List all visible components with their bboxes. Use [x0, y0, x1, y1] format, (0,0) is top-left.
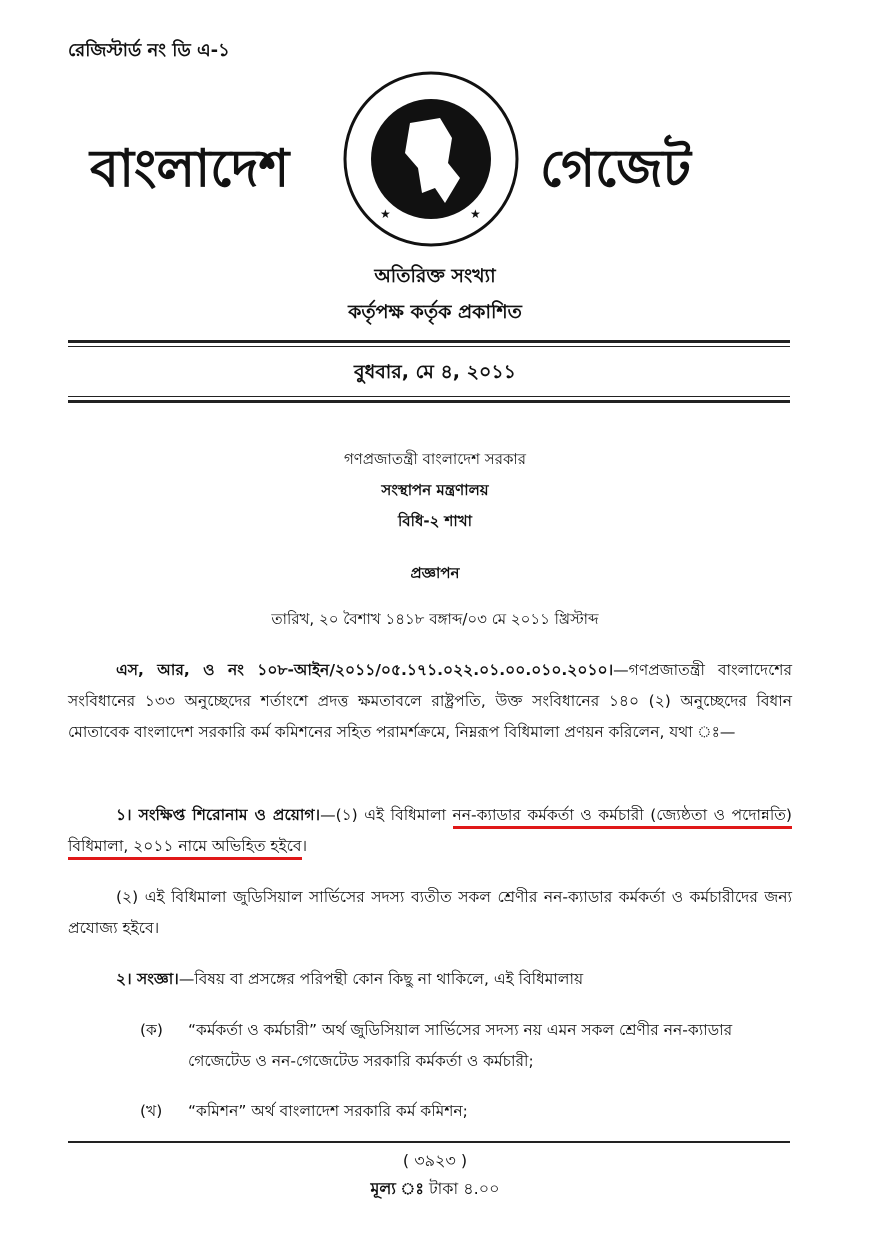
section-1-end: । [301, 837, 308, 855]
definition-label: (ক) [140, 1021, 163, 1039]
published-by: কর্তৃপক্ষ কর্তৃক প্রকাশিত [348, 301, 522, 323]
section-1-heading: ১। সংক্ষিপ্ত শিরোনাম ও প্রয়োগ। [116, 806, 321, 824]
sro-number: এস, আর, ও নং ১০৮-আইন/২০১১/০৫.১৭১.০২২.০১.০০.০১০.২০১০। [116, 661, 614, 679]
gazette-title-left: বাংলাদেশ [90, 139, 290, 199]
government-seal-icon [340, 68, 522, 250]
ministry-name: সংস্থাপন মন্ত্রণালয় [381, 481, 489, 499]
government-name: গণপ্রজাতন্ত্রী বাংলাদেশ সরকার [343, 450, 527, 468]
registration-number: রেজিস্টার্ড নং ডি এ-১ [68, 40, 230, 61]
branch-name: বিধি-২ শাখা [398, 512, 472, 530]
sro-text: —গণপ্রজাতন্ত্রী বাংলাদেশের সংবিধানের ১৩৩ অনুচ্ছেদের শর্তাংশে প্রদত্ত ক্ষমতাবলে রাষ্ট্রপতি, উক্ত সংবিধানের ১৪০ (২) অনুচ্ছেদের বিধান মোতাবেক বাংলাদেশ সরকারি কর্ম কমিশনের সহিত পরামর্শক্রমে, নিম্নরূপ বিধিমালা প্রণয়ন করিলেন, যথা ঃ— [68, 661, 792, 741]
footer-rule [68, 1141, 790, 1143]
extra-issue: অতিরিক্ত সংখ্যা [374, 265, 496, 287]
section-1 [68, 800, 792, 862]
svg-text:★: ★ [470, 207, 481, 221]
notice-date: তারিখ, ২০ বৈশাখ ১৪১৮ বঙ্গাব্দ/০৩ মে ২০১১ খ্রিস্টাব্দ [271, 610, 599, 628]
header-rule-top-thin [68, 346, 790, 347]
definition-kha [140, 1096, 792, 1127]
rule-title-highlight: নন-ক্যাডার কর্মকর্তা ও কর্মচারী (জ্যেষ্ঠতা ও পদোন্নতি) বিধিমালা, ২০১১ নামে অভিহিত হইবে [68, 806, 792, 860]
section-1-2: (২) এই বিধিমালা জুডিসিয়াল সার্ভিসের সদস্য ব্যতীত সকল শ্রেণীর নন-ক্যাডার কর্মকর্তা ও কর্মচারীদের জন্য প্রযোজ্য হইবে। [68, 888, 792, 937]
header-rule-bottom [68, 400, 790, 403]
header-rule-top [68, 340, 790, 343]
issue-date: বুধবার, মে ৪, ২০১১ [354, 361, 516, 383]
section-1-text: —(১) এই বিধিমালা [320, 806, 453, 824]
definition-text: “কর্মকর্তা ও কর্মচারী” অর্থ জুডিসিয়াল সার্ভিসের সদস্য নয় এমন সকল শ্রেণীর নন-ক্যাডার গেজেটেড ও নন-গেজেটেড সরকারি কর্মকর্তা ও কর্মচারী; [188, 1021, 733, 1070]
definition-ka [140, 1015, 792, 1077]
notice-heading: প্রজ্ঞাপন [410, 564, 460, 582]
section-2 [68, 964, 792, 995]
sro-paragraph [68, 655, 792, 748]
definition-label: (খ) [140, 1102, 163, 1120]
price-label: মূল্য ঃ [370, 1179, 424, 1198]
header-rule-bottom-thin [68, 396, 790, 397]
page-number: ( ৩৯২৩ ) [402, 1151, 468, 1170]
price [0, 1176, 870, 1203]
section-2-heading: ২। সংজ্ঞা। [116, 970, 179, 988]
gazette-title-right: গেজেট [540, 139, 691, 199]
definition-text: “কমিশন” অর্থ বাংলাদেশ সরকারি কর্ম কমিশন; [188, 1102, 468, 1120]
section-2-text: —বিষয় বা প্রসঙ্গের পরিপন্থী কোন কিছু না থাকিলে, এই বিধিমালায় [178, 970, 584, 988]
svg-text:★: ★ [380, 207, 391, 221]
price-value: টাকা ৪.০০ [428, 1179, 500, 1198]
